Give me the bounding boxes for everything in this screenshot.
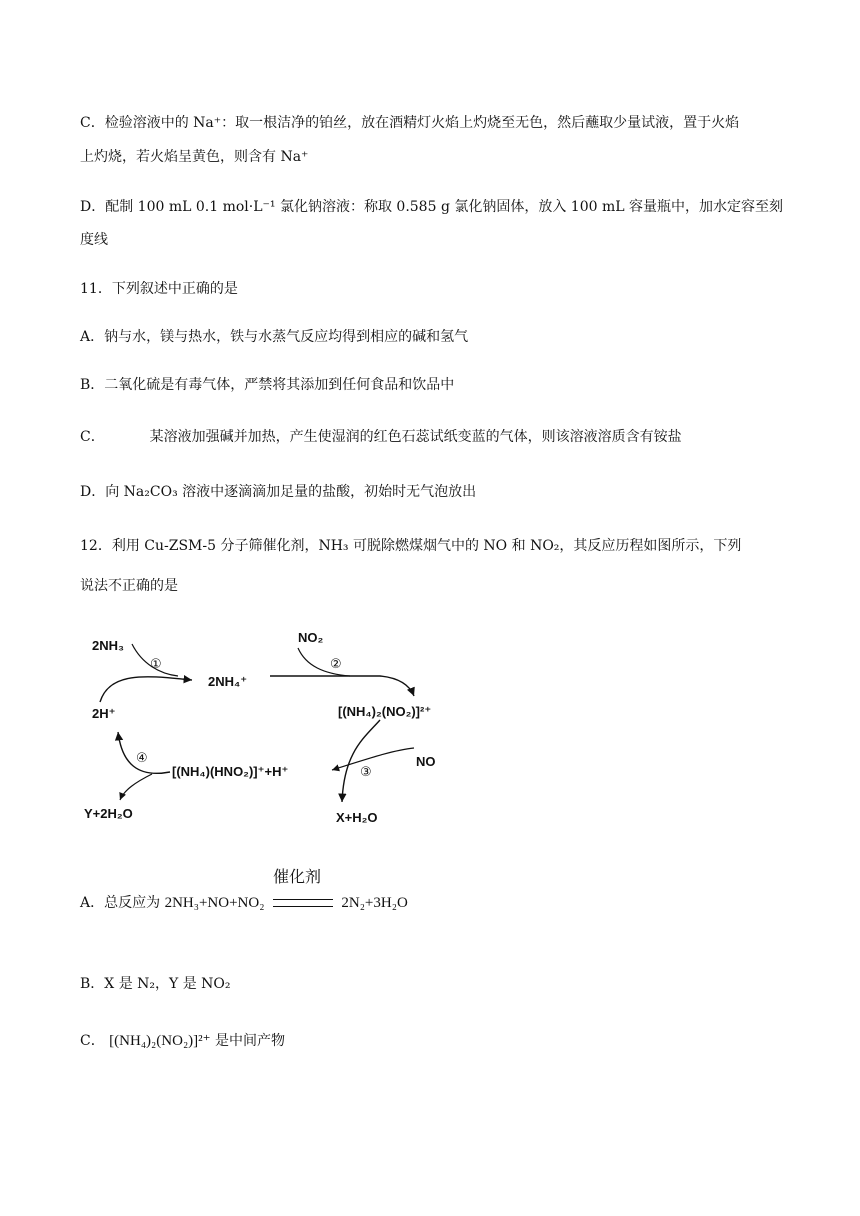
question-12-option-a [80,892,408,912]
option-10d-line2: 度线 [80,232,108,248]
reaction-equals-sign [273,899,333,907]
option-c-label-12: C． [80,1033,105,1049]
question-11-option-a: A．钠与水，镁与热水，铁与水蒸气反应均得到相应的碱和氢气 [80,329,469,345]
question-11-option-c [80,426,682,446]
step-1-marker: ① [150,656,162,671]
option-10c-line1: C．检验溶液中的 Na⁺：取一根洁净的铂丝，放在酒精灯火焰上灼烧至无色，然后蘸取少量试液，置于火焰 [80,115,740,131]
question-11-option-d: D．向 Na₂CO₃ 溶液中逐滴滴加足量的盐酸，初始时无气泡放出 [80,484,477,500]
catalyst-label: 催化剂 [273,867,322,886]
label-y-2h2o: Y+2H₂O [84,806,133,821]
label-2nh3: 2NH₃ [92,638,125,653]
question-12-stem-line2: 说法不正确的是 [80,578,178,594]
label-2h-plus: 2H⁺ [92,706,116,721]
option-c-label: C． [80,429,105,445]
equation-rhs: 2N₂+3H₂O [341,895,408,911]
label-complex-1: [(NH₄)₂(NO₂)]²⁺ [338,704,432,719]
option-a-label: A．总反应为 [80,895,161,911]
question-12-option-c [80,1030,285,1050]
question-11-option-b: B．二氧化硫是有毒气体，严禁将其添加到任何食品和饮品中 [80,377,455,393]
reaction-mechanism-diagram [80,622,480,842]
step-3-marker: ③ [360,764,372,779]
question-12-option-b: B．X 是 N₂，Y 是 NO₂ [80,976,231,992]
label-no: NO [416,754,436,769]
step-2-marker: ② [330,656,342,671]
equation-lhs: 2NH₃+NO+NO₂ [164,895,265,911]
arrow-step-1 [100,677,192,702]
label-complex-2: [(NH₄)(HNO₂)]⁺+H⁺ [172,764,289,779]
arrow-step-4-output [120,774,152,800]
label-2nh4: 2NH₄⁺ [208,674,248,689]
step-4-marker: ④ [136,750,148,765]
arrow-step-2 [270,676,414,696]
question-11-stem: 11．下列叙述中正确的是 [80,281,238,297]
arrow-step-2-input [298,648,350,676]
arrow-step-3-input [332,748,414,770]
label-x-h2o: X+H₂O [336,810,378,825]
option-10d-line1: D．配制 100 mL 0.1 mol·L⁻¹ 氯化钠溶液：称取 0.585 g 氯化钠固体，放入 100 mL 容量瓶中，加水定容至刻 [80,199,783,215]
option-c-text: 某溶液加强碱并加热，产生使湿润的红色石蕊试纸变蓝的气体，则该溶液溶质含有铵盐 [149,429,682,445]
option-c-text-12: 是中间产物 [215,1033,286,1049]
option-10c-line2: 上灼烧，若火焰呈黄色，则含有 Na⁺ [80,149,309,165]
label-no2: NO₂ [298,630,324,645]
question-12-stem-line1: 12．利用 Cu-ZSM-5 分子筛催化剂，NH₃ 可脱除燃煤烟气中的 NO 和 NO₂，其反应历程如图所示，下列 [80,538,742,554]
intermediate-formula: [(NH₄)₂(NO₂)]²⁺ [109,1033,211,1049]
